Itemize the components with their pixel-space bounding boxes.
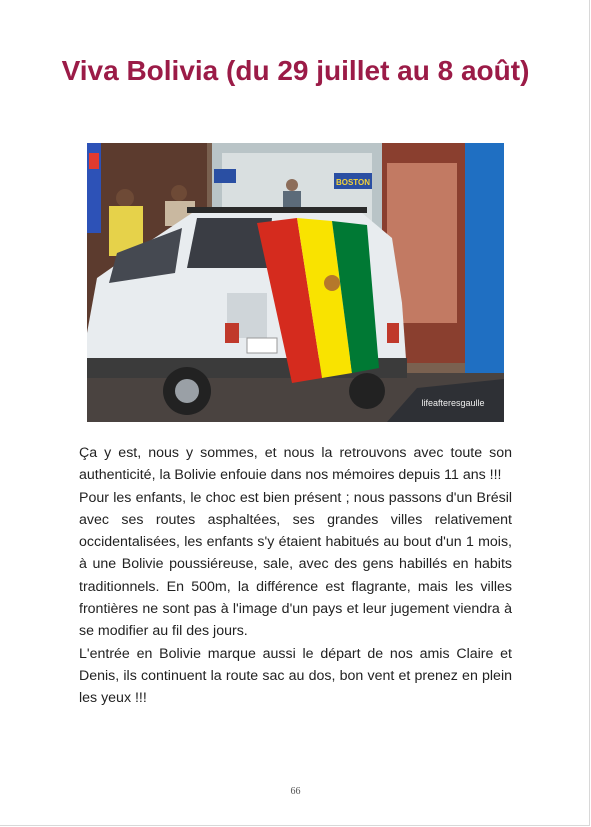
- page-title: Viva Bolivia (du 29 juillet au 8 août): [61, 55, 530, 86]
- boston-sign-text: BOSTON: [335, 178, 371, 187]
- page-number: 66: [290, 786, 301, 797]
- paragraph-3: L'entrée en Bolivie marque aussi le départ de nos amis Claire et Denis, ils continuent la route sac au dos, bon vent et prenez en plein les yeux !!!: [79, 645, 512, 707]
- photo-illustration: [87, 143, 504, 422]
- paragraph-2: Pour les enfants, le choc est bien présent ; nous passons d'un Brésil avec ses routes asphaltées, ses grandes villes relativement occidentalisées, les enfants s'y étaient habitués au bout d'un 1 mois, à une Bolivie poussiéreuse, sale, avec des gens habillés en habits traditionnels. En 500m, la différence est flagrante, mais les villes frontières ne sont pas à l'image d'un pays et leur jugement viendra à se modifier au fil des jours.: [79, 489, 512, 640]
- body-text: [79, 442, 512, 710]
- photo-bolivia-car-flag: [87, 143, 504, 422]
- paragraph-1: Ça y est, nous y sommes, et nous la retrouvons avec toute son authenticité, la Bolivie enfouie dans nos mémoires depuis 11 ans !!!: [79, 445, 512, 484]
- photo-watermark: lifeafteresgaulle: [421, 398, 485, 408]
